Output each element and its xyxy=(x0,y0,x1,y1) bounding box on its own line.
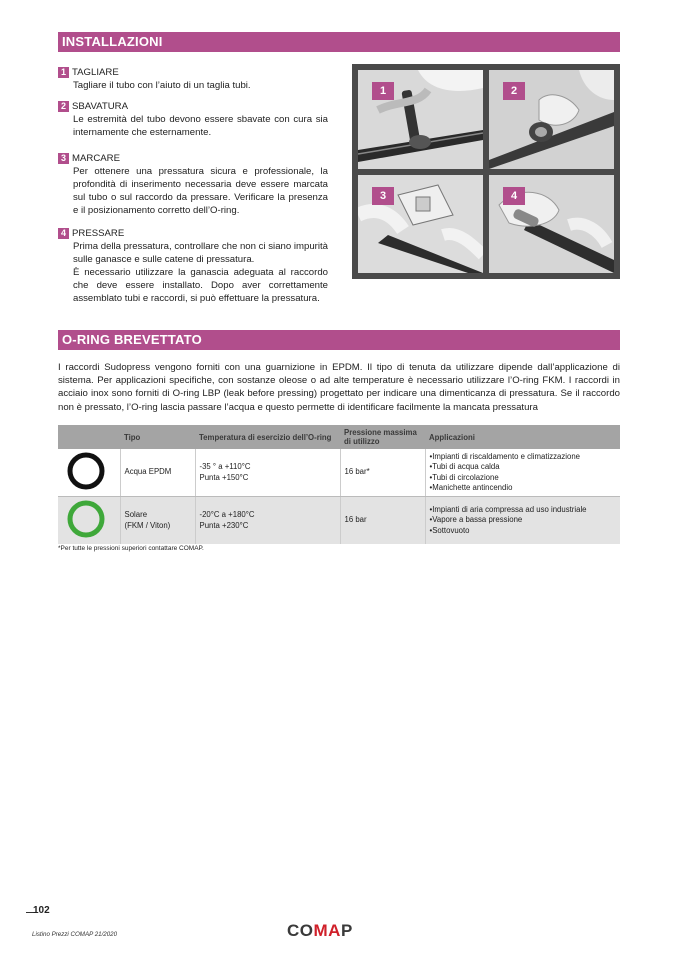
installation-photos xyxy=(352,64,620,279)
list-item: • Impianti di aria compressa ad uso industriale xyxy=(430,505,617,516)
step-title: TAGLIARE xyxy=(72,67,119,78)
step-number: 1 xyxy=(58,67,69,78)
tipo-line: Solare xyxy=(124,510,148,519)
applicazioni-cell xyxy=(425,497,620,545)
table-row xyxy=(58,497,620,545)
pressione-cell: 16 bar* xyxy=(340,449,425,497)
step-number: 4 xyxy=(58,228,69,239)
logo-part-accent: MA xyxy=(313,921,341,940)
photo-number: 3 xyxy=(372,187,394,205)
step-title: MARCARE xyxy=(72,153,120,164)
logo-part: P xyxy=(340,921,353,940)
pressione-cell: 16 bar xyxy=(340,497,425,545)
step-4 xyxy=(58,227,328,305)
table-footnote: *Per tutte le pressioni superiori contattare COMAP. xyxy=(58,545,204,552)
step-3 xyxy=(58,152,328,217)
tipo-cell xyxy=(120,449,195,497)
table-header-row xyxy=(58,425,620,449)
temp-line: -35 ° a +110°C xyxy=(199,462,251,471)
oring-table xyxy=(58,425,620,544)
temp-line: -20°C a +180°C xyxy=(199,510,255,519)
tipo-subline: (FKM / Viton) xyxy=(124,520,171,530)
photo-number: 2 xyxy=(503,82,525,100)
logo-part: CO xyxy=(287,921,314,940)
comap-logo xyxy=(287,921,353,941)
section-title-oring: O-RING BREVETTATO xyxy=(58,330,620,350)
photo-number: 1 xyxy=(372,82,394,100)
black-oring-icon xyxy=(62,451,110,491)
header-image xyxy=(58,425,120,449)
step-number: 3 xyxy=(58,153,69,164)
step-1 xyxy=(58,66,328,92)
header-pressione: Pressione massima di utilizzo xyxy=(340,425,425,449)
photo-marking xyxy=(358,175,483,273)
temperatura-cell xyxy=(195,497,340,545)
step-number: 2 xyxy=(58,101,69,112)
list-item: • Sottovuoto xyxy=(430,526,617,537)
step-title: SBAVATURA xyxy=(72,101,128,112)
header-temperatura: Temperatura di esercizio dell’O-ring xyxy=(195,425,340,449)
step-body: Le estremità del tubo devono essere sbavate con cura sia internamente che esternamente. xyxy=(73,114,328,138)
list-item: • Tubi di circolazione xyxy=(430,473,617,484)
header-applicazioni: Applicazioni xyxy=(425,425,620,449)
green-oring-icon xyxy=(62,499,110,539)
temperatura-cell xyxy=(195,449,340,497)
step-body: Per ottenere una pressatura sicura e professionale, la profondità di inserimento necessaria deve essere marcata sul tubo o sul raccordo da pressare. Verificare la presenza e il posizionamento corretto dell’O-ring. xyxy=(73,166,328,216)
oring-intro-text: I raccordi Sudopress vengono forniti con una guarnizione in EPDM. Il tipo di tenuta da utilizzare dipende dall’applicazione di sistema. Per applicazioni specifiche, con sostanze oleose o ad alte temperature è necessario utilizzare l’O-ring FKM. I raccordi in acciaio inox sono forniti di O-ring LBP (leak before pressing) progettato per indicare una dimenticanza di pressatura. Se il raccordo non è pressato, l’O-ring lascia passare l’acqua e questo permette di identificare facilmente la mancata pressatura xyxy=(58,362,620,413)
step-body: Tagliare il tubo con l’aiuto di un taglia tubi. xyxy=(73,80,251,91)
step-title: PRESSARE xyxy=(72,228,125,239)
oring-image-cell xyxy=(58,497,120,545)
temp-peak-line: Punta +230°C xyxy=(199,520,249,530)
header-tipo: Tipo xyxy=(120,425,195,449)
step-body: Prima della pressatura, controllare che non ci siano impurità sulle ganasce e sulle catene di pressatura. È necessario utilizzare la ganascia adeguata al raccordo che deve essere installato. Dopo aver correttamente assemblato tubi e raccordi, si può effettuare la pressatura. xyxy=(73,241,328,304)
applicazioni-cell xyxy=(425,449,620,497)
photo-deburring xyxy=(489,70,614,169)
page-number: 102 xyxy=(33,905,50,916)
photo-pressing xyxy=(489,175,614,273)
price-list-label: Listino Prezzi COMAP 21/2020 xyxy=(32,931,118,938)
photo-cutting xyxy=(358,70,483,169)
list-item: • Manichette antincendio xyxy=(430,483,617,494)
tipo-cell xyxy=(120,497,195,545)
table-row xyxy=(58,449,620,497)
list-item: • Tubi di acqua calda xyxy=(430,462,617,473)
section-title-installazioni: INSTALLAZIONI xyxy=(58,32,620,52)
photo-number: 4 xyxy=(503,187,525,205)
temp-peak-line: Punta +150°C xyxy=(199,472,249,482)
step-2 xyxy=(58,100,328,139)
tipo-line: Acqua EPDM xyxy=(124,467,172,477)
list-item: • Vapore a bassa pressione xyxy=(430,515,617,526)
oring-image-cell xyxy=(58,449,120,497)
list-item: • Impianti di riscaldamento e climatizzazione xyxy=(430,452,617,463)
